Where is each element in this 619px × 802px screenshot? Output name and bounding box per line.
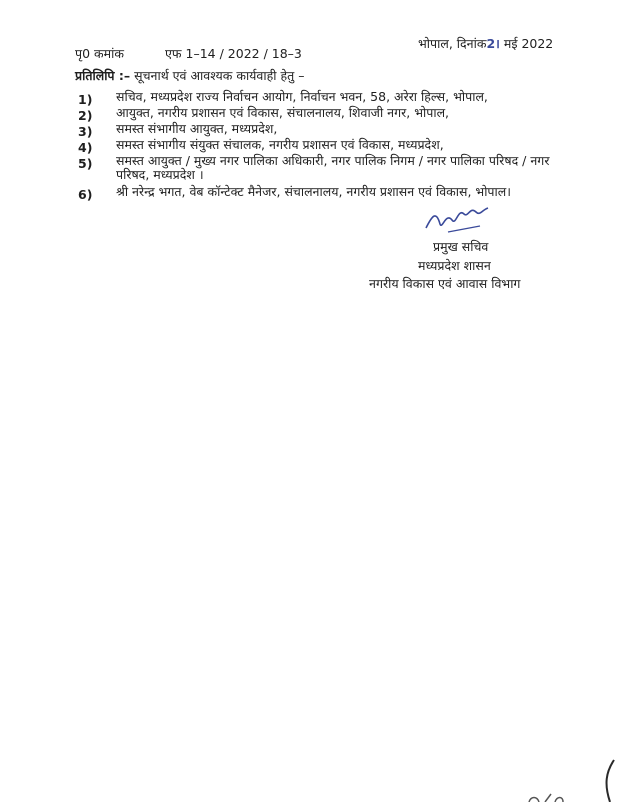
recipient-list — [78, 90, 598, 201]
recipient-text: समस्त संभागीय संयुक्त संचालक, नगरीय प्रशासन एवं विकास, मध्यप्रदेश, — [116, 137, 444, 152]
date-suffix: मई 2022 — [503, 36, 554, 51]
reference-number-label: पृ0 कमांक — [75, 46, 124, 61]
recipient-text: सचिव, मध्यप्रदेश राज्य निर्वाचन आयोग, निर्वाचन भवन, 58, अरेरा हिल्स, भोपाल, — [116, 89, 488, 104]
date-prefix: भोपाल, दिनांक — [418, 36, 487, 51]
recipient-text: आयुक्त, नगरीय प्रशासन एवं विकास, संचालनालय, शिवाजी नगर, भोपाल, — [116, 105, 450, 120]
date-day: 2। — [486, 36, 500, 51]
recipient-text: समस्त संभागीय आयुक्त, मध्यप्रदेश, — [116, 121, 278, 136]
recipient-item — [78, 122, 598, 138]
scan-edge-mark — [598, 758, 618, 802]
recipient-number: 5) — [78, 156, 93, 171]
copy-to-purpose: सूचनार्थ एवं आवश्यक कार्यवाही हेतु – — [134, 68, 305, 83]
recipient-item — [78, 154, 598, 184]
signatory-department: नगरीय विकास एवं आवास विभाग — [369, 276, 521, 291]
recipient-item — [78, 90, 598, 106]
copy-to-heading: प्रतिलिपि :– — [75, 68, 131, 83]
recipient-text: समस्त आयुक्त / मुख्य नगर पालिका अधिकारी, नगर पालिक निगम / नगर पालिका परिषद / नगर परिषद, मध्यप्रदेश । — [116, 153, 550, 182]
recipient-item — [78, 185, 598, 201]
recipient-number: 6) — [78, 187, 93, 202]
signatory-government: मध्यप्रदेश शासन — [418, 258, 491, 273]
file-number: एफ 1–14 / 2022 / 18–3 — [165, 46, 302, 61]
recipient-number: 1) — [78, 92, 93, 107]
copy-to-line — [75, 69, 304, 83]
recipient-item — [78, 106, 598, 122]
recipient-text: श्री नरेन्द्र भगत, वेब कॉन्टेक्ट मैनेजर, संचालनालय, नगरीय प्रशासन एवं विकास, भोपाल। — [116, 184, 511, 199]
recipient-item — [78, 138, 598, 154]
place-date-line — [418, 37, 553, 51]
handwritten-signature — [418, 198, 498, 238]
signatory-designation: प्रमुख सचिव — [433, 239, 489, 254]
recipient-number: 3) — [78, 124, 93, 139]
recipient-number: 4) — [78, 140, 93, 155]
page-mark-fragment — [525, 792, 565, 802]
recipient-number: 2) — [78, 108, 93, 123]
